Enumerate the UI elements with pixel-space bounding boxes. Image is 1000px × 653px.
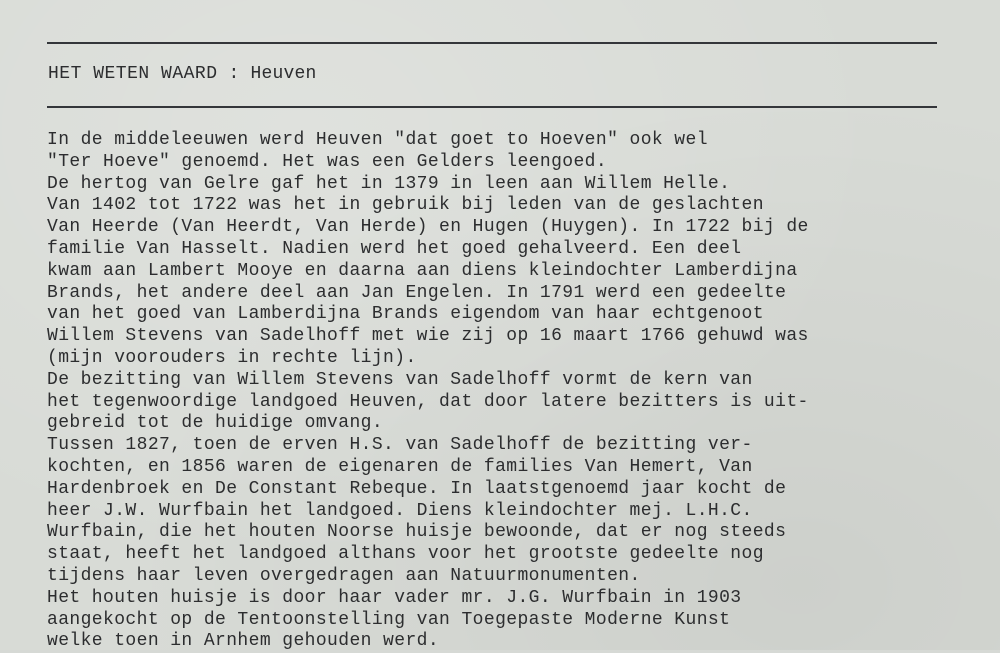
body-line: Willem Stevens van Sadelhoff met wie zij op 16 maart 1766 gehuwd was bbox=[47, 326, 809, 347]
body-line: "Ter Hoeve" genoemd. Het was een Gelders leengoed. bbox=[47, 151, 608, 172]
body-line: kochten, en 1856 waren de eigenaren de families Van Hemert, Van bbox=[47, 456, 753, 477]
body-line: van het goed van Lamberdijna Brands eigendom van haar echtgenoot bbox=[47, 304, 764, 325]
body-line: Brands, het andere deel aan Jan Engelen. In 1791 werd een gedeelte bbox=[47, 282, 787, 303]
body-line: (mijn voorouders in rechte lijn). bbox=[47, 347, 417, 368]
top-dashed-rule bbox=[47, 42, 937, 44]
header-separator: : bbox=[217, 64, 251, 84]
body-line: Tussen 1827, toen de erven H.S. van Sadelhoff de bezitting ver- bbox=[47, 435, 753, 456]
body-line: heer J.W. Wurfbain het landgoed. Diens kleindochter mej. L.H.C. bbox=[47, 500, 753, 521]
body-line: het tegenwoordige landgoed Heuven, dat door latere bezitters is uit- bbox=[47, 391, 809, 412]
article-body bbox=[47, 130, 987, 653]
body-line: gebreid tot de huidige omvang. bbox=[47, 413, 384, 434]
body-line: staat, heeft het landgoed althans voor het grootste gedeelte nog bbox=[47, 544, 764, 565]
body-line: Hardenbroek en De Constant Rebeque. In laatstgenoemd jaar kocht de bbox=[47, 478, 787, 499]
section-header bbox=[48, 63, 317, 85]
body-line: Van 1402 tot 1722 was het in gebruik bij leden van de geslachten bbox=[47, 195, 764, 216]
body-line: Het houten huisje is door haar vader mr. J.G. Wurfbain in 1903 bbox=[47, 587, 742, 608]
body-line: aangekocht op de Tentoonstelling van Toegepaste Moderne Kunst bbox=[47, 609, 731, 630]
body-line: welke toen in Arnhem gehouden werd. bbox=[47, 631, 440, 652]
body-line: Van Heerde (Van Heerdt, Van Herde) en Hugen (Huygen). In 1722 bij de bbox=[47, 217, 809, 238]
series-label: HET WETEN WAARD bbox=[48, 64, 218, 84]
body-line: De bezitting van Willem Stevens van Sadelhoff vormt de kern van bbox=[47, 369, 753, 390]
body-line: familie Van Hasselt. Nadien werd het goed gehalveerd. Een deel bbox=[47, 238, 742, 259]
bottom-dashed-rule bbox=[47, 106, 937, 108]
body-line: Wurfbain, die het houten Noorse huisje bewoonde, dat er nog steeds bbox=[47, 522, 787, 543]
body-line: In de middeleeuwen werd Heuven "dat goet to Hoeven" ook wel bbox=[47, 130, 708, 150]
body-line: De hertog van Gelre gaf het in 1379 in leen aan Willem Helle. bbox=[47, 173, 731, 194]
header-topic: Heuven bbox=[250, 64, 317, 84]
body-line: kwam aan Lambert Mooye en daarna aan diens kleindochter Lamberdijna bbox=[47, 260, 798, 281]
body-line: tijdens haar leven overgedragen aan Natuurmonumenten. bbox=[47, 565, 641, 586]
